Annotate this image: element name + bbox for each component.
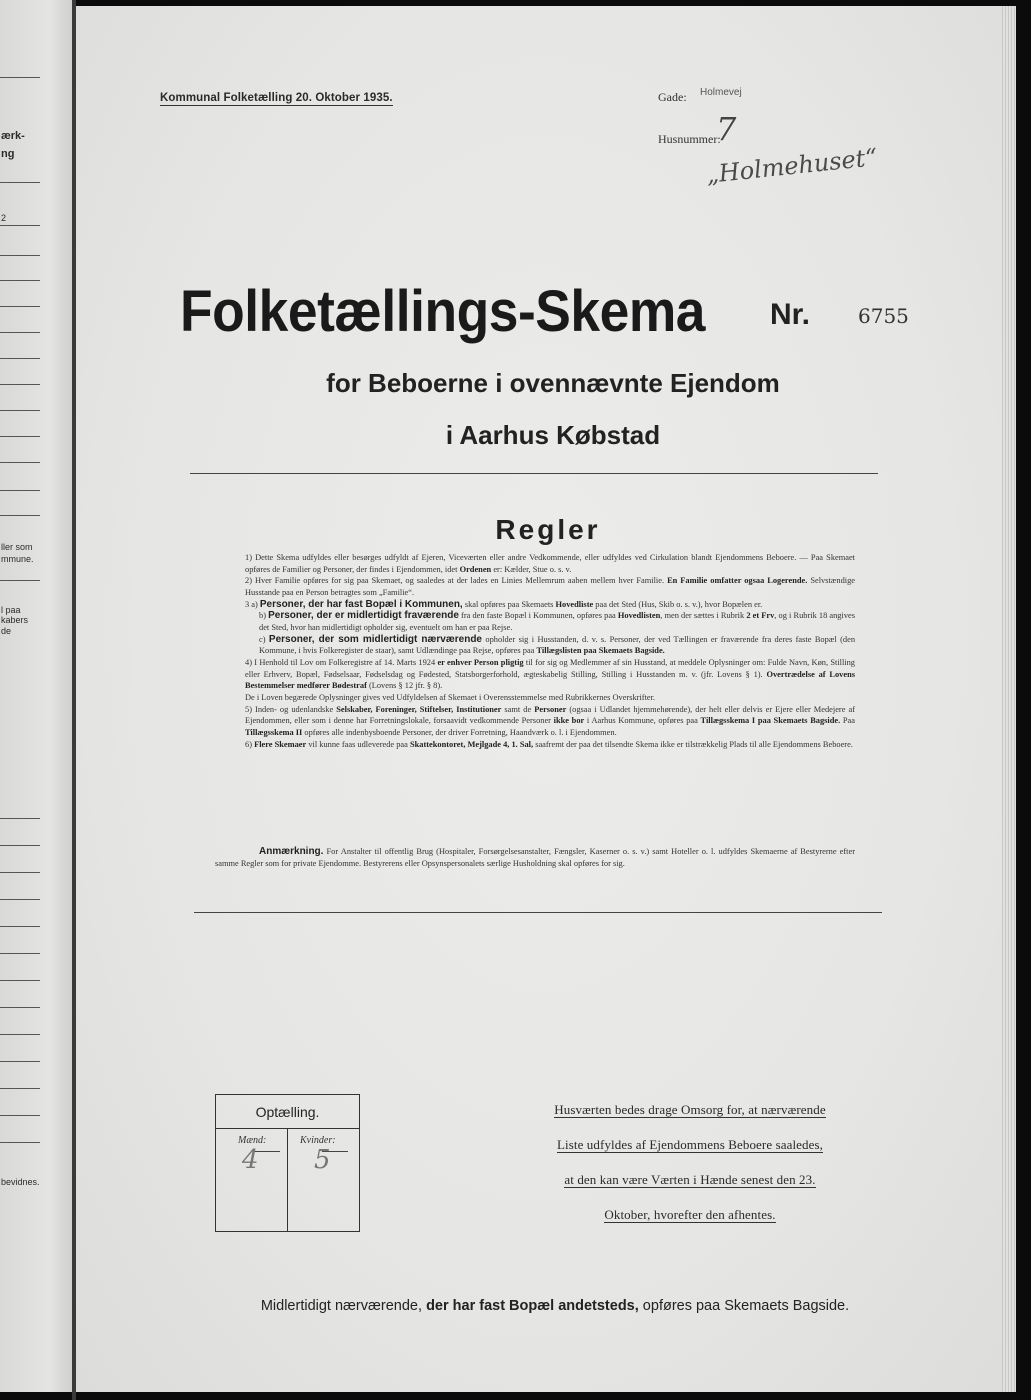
- page-fragment: kabers: [1, 615, 29, 625]
- ruled-line: [0, 462, 40, 463]
- house-number-value: 7: [716, 110, 737, 148]
- count-box-divider: [287, 1129, 288, 1231]
- ruled-line: [0, 358, 40, 359]
- ruled-line: [0, 872, 40, 873]
- ruled-line: [0, 384, 40, 385]
- landlord-notice: [522, 1100, 858, 1240]
- ruled-line: [0, 1088, 40, 1089]
- men-count-value: 4: [242, 1145, 259, 1175]
- rule-6: 6) Flere Skemaer vil kunne faas udleverede paa Skattekontoret, Mejlgade 4, 1. Sal, saafremt der paa det tilsendte Skema ikke er tilstrækkelig Plads til alle Ejendommens Beboere.: [245, 739, 853, 749]
- street-label: Gade:: [658, 90, 687, 104]
- ruled-line: [0, 1115, 40, 1116]
- rule-5: 5) Inden- og udenlandske Selskaber, Foreninger, Stiftelser, Institutioner samt de Personer (ogsaa i Udlandet hjemmehørende), der helt eller delvis er Ejere eller Medejere af Ejendommen, eller som i denne har Forretningslokale, forsaavidt vedkommende Personer ikke bor i Aarhus Kommune, opføres paa Tillægsskema I paa Skemaets Bagside. Paa Tillægsskema II opføres alle indenbysboende Personer, der driver Forretning, Haandværk o. l. i Ejendommen.: [245, 704, 855, 737]
- count-box-title: Optælling.: [216, 1095, 359, 1129]
- notice-line: Liste udfyldes af Ejendommens Beboere saaledes,: [556, 1137, 824, 1152]
- divider: [194, 912, 882, 913]
- form-number-value: 6755: [858, 304, 909, 328]
- ruled-line: [0, 515, 40, 516]
- street-value: Holmevej: [700, 87, 742, 98]
- women-count-label: Kvinder:: [300, 1135, 336, 1146]
- rule-2: 2) Hver Familie opføres for sig paa Skemaet, og saaledes at der lades en Linies Mellemrum aaben mellem hver Familie. En Familie omfatter ogsaa Logerende. Selvstændige Husstande paa en Person betragtes som „Familie“.: [245, 576, 855, 597]
- page-fragment: 2: [1, 213, 7, 223]
- rule-4: 4) I Henhold til Lov om Folkeregistre af 14. Marts 1924 er enhver Person pligtig til for sig og Medlemmer af sin Husstand, at meddele Oplysninger om: Fulde Navn, Køn, Stilling eller Erhverv, Bopæl, Fødselsaar, Fødselsdag og Fødested, Statsborgerforhold, ægteskabelig Stilling, Stilling i Husstanden m. v. (jfr. Lovens § 1). Overtrædelse af Lovens Bestemmelser medfører Bødestraf (Lovens § 12 jfr. § 8).: [245, 657, 855, 691]
- page-fragment: ller som: [1, 542, 33, 552]
- ruled-line: [0, 818, 40, 819]
- page-fragment: de: [1, 626, 12, 636]
- ruled-line: [0, 1061, 40, 1062]
- page-fragment: bevidnes.: [1, 1177, 40, 1187]
- ruled-line: [0, 410, 40, 411]
- ruled-line: [0, 845, 40, 846]
- page-fragment: ærk-: [1, 130, 25, 142]
- ruled-line: [0, 926, 40, 927]
- census-header: Kommunal Folketælling 20. Oktober 1935.: [160, 92, 393, 104]
- page-fragment: mmune.: [1, 554, 34, 564]
- count-box: [215, 1094, 360, 1232]
- women-count-value: 5: [314, 1145, 331, 1175]
- form-number-label: Nr.: [770, 298, 811, 331]
- men-count-label: Mænd:: [238, 1135, 267, 1146]
- rules-heading: Regler: [495, 514, 601, 545]
- ruled-line: [0, 580, 40, 581]
- ruled-line: [0, 953, 40, 954]
- ruled-line: [0, 306, 40, 307]
- page-stack-edge: [1002, 6, 1016, 1392]
- handwritten-note: „Holmehuset“: [705, 143, 879, 189]
- rule-3a: 3 a) Personer, der har fast Bopæl i Kommunen, skal opføres paa Skemaets Hovedliste paa det Sted (Hus, Skib o. s. v.), hvor Bopælen er.: [245, 598, 763, 610]
- ruled-line: [0, 332, 40, 333]
- ruled-line: [0, 490, 40, 491]
- remark-heading: Anmærkning.: [259, 846, 324, 857]
- rule-4-extra: De i Loven begærede Oplysninger gives ved Udfyldelsen af Skemaet i Overensstemmelse med Rubrikkernes Overskrifter.: [245, 692, 656, 702]
- rule-3b: b) Personer, der er midlertidigt fraværende fra den faste Bopæl i Kommunen, opføres paa Hovedlisten, men der sættes i Rubrik 2 et Frv, og i Rubrik 18 angives det Sted, hvor han midlertidigt opholder sig, eventuelt om han er paa Rejse.: [259, 610, 855, 632]
- ruled-line: [0, 1034, 40, 1035]
- divider: [190, 473, 878, 474]
- notice-line: at den kan være Værten i Hænde senest den 23.: [564, 1172, 816, 1187]
- ruled-line: [0, 980, 40, 981]
- ruled-line: [0, 225, 40, 226]
- rules-text: [215, 552, 855, 750]
- ruled-line: [0, 436, 40, 437]
- form-subtitle: for Beboerne i ovennævnte Ejendom: [326, 368, 780, 398]
- footer-note: Midlertidigt nærværende, der har fast Bopæl andetsteds, opføres paa Skemaets Bagside.: [260, 1298, 850, 1314]
- page-fragment: l paa: [1, 605, 21, 615]
- form-subtitle-city: i Aarhus Købstad: [445, 420, 661, 450]
- ruled-line: [0, 255, 40, 256]
- house-number-label: Husnummer:: [658, 132, 721, 146]
- ruled-line: [0, 1142, 40, 1143]
- page-fragment: ng: [1, 148, 15, 160]
- notice-line: Husværten bedes drage Omsorg for, at nærværende: [554, 1102, 826, 1117]
- rule-3c: c) Personer, der som midlertidigt nærværende opholder sig i Husstanden, d. v. s. Personer, der ved Tællingen er fraværende fra deres faste Bopæl (den Kommune, i hvis Folkeregister de staar), samt Udlændinge paa Rejse, opføres paa Tillægslisten paa Skemaets Bagside.: [259, 633, 856, 656]
- previous-page-edge: [0, 0, 72, 1392]
- ruled-line: [0, 899, 40, 900]
- ruled-line: [0, 1007, 40, 1008]
- ruled-line: [0, 77, 40, 78]
- form-title: Folketællings-Skema: [180, 279, 706, 344]
- rule-1: 1) Dette Skema udfyldes eller besørges udfyldt af Ejeren, Viceværten eller andre Vedkommende, eller udfyldes ved Cirkulation blandt Ejendommens Beboere. — Paa Skemaet opføres de Familier og Personer, der findes i Ejendommen, idet Ordenen er: Kælder, Stue o. s. v.: [245, 553, 855, 574]
- ruled-line: [0, 280, 40, 281]
- census-form-page: [76, 6, 1016, 1392]
- notice-line: Oktober, hvorefter den afhentes.: [604, 1207, 776, 1222]
- ruled-line: [0, 182, 40, 183]
- remark-text: Anmærkning. For Anstalter til offentlig Brug (Hospitaler, Forsørgelsesanstalter, Fængsler, Kaserner o. s. v.) samt Hoteller o. l. udfyldes Skemaerne af Bestyrerne efter samme Regler som for private Ejendomme. Bestyrerens eller Opsynspersonalets særlige Husholdning skal opføres for sig.: [215, 846, 855, 869]
